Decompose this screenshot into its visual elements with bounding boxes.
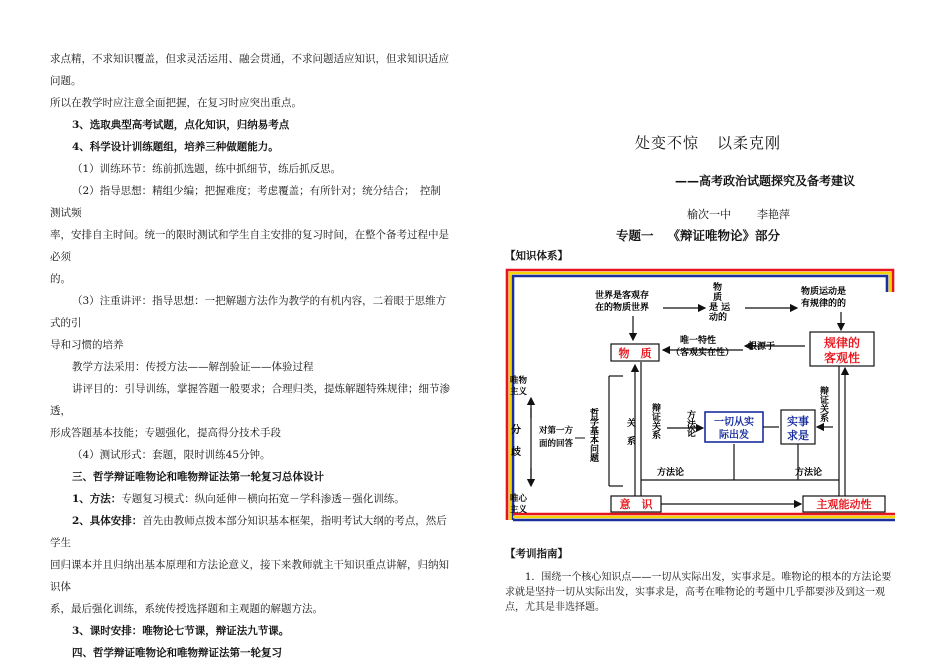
relation-label: 关 系 [625, 418, 635, 445]
methodology-vertical: 方法论 [685, 410, 695, 437]
rooted-in: 根源于 [748, 342, 776, 352]
motion-text-4: 动的 [709, 313, 728, 323]
answer-1: 对第一方 [539, 426, 574, 436]
section-knowledge: 【知识体系】 [505, 250, 568, 262]
topic-name: 《辩证唯物论》部分 [667, 228, 781, 243]
methodology-left: 方法论 [657, 468, 685, 478]
author-name: 李艳萍 [757, 208, 790, 221]
seek-truth-1: 实事 [787, 415, 809, 428]
motion-text-1: 物 [713, 283, 723, 293]
author-line [687, 206, 790, 222]
paragraph: 所以在教学时应注意全面把握，在复习时应突出重点。 [50, 97, 302, 109]
methodology-right: 方法论 [795, 468, 823, 478]
subjective-label: 主观能动性 [816, 498, 872, 511]
paragraph: 教学方法采用：传授方法——解剖验证——体验过程 [72, 361, 314, 373]
idealism-1: 唯心 [510, 494, 528, 504]
school: 榆次一中 [687, 208, 731, 221]
paragraph: （1）训练环节：练前抓选题，练中抓细节，练后抓反思。 [72, 163, 342, 175]
answer-2: 面的回答 [539, 439, 574, 449]
law-objectivity-1: 规律的 [823, 336, 861, 350]
section-guide: 【考训指南】 [505, 548, 568, 560]
subtitle: ——高考政治试题探究及备考建议 [675, 174, 856, 188]
guide-paragraph: 1．围绕一个核心知识点——一切从实际出发，实事求是。唯物论的根本的方法论要求就是坚持一切从实际出发，实事求是，高考在唯物论的考题中几乎都要涉及到这一观点，尤其是非选择题。 [505, 572, 892, 613]
matter-label: 物 质 [618, 347, 652, 360]
paragraph: 讲评目的：引导训练，掌握答题一般要求；合理归类，提炼解题特殊规律；细节渗透， [50, 383, 450, 417]
motion-text-3: 是 运 [709, 303, 731, 313]
heading: 3、选取典型高考试题，点化知识，归纳易考点 [72, 119, 290, 131]
idealism-2: 主义 [510, 505, 528, 515]
heading: 3、课时安排：唯物论七节课，辩证法九节课。 [72, 625, 290, 637]
materialism-1: 唯物 [510, 376, 528, 386]
title-part-b: 以柔克刚 [717, 134, 782, 152]
from-reality-1: 一切从实 [714, 417, 754, 428]
dialectic-right: 辩证关系 [818, 386, 828, 422]
world-text-1: 世界是客观存 [595, 291, 650, 301]
consciousness-label: 意 识 [619, 498, 653, 511]
paragraph: （4）测试形式：套题，限时训练45分钟。 [72, 449, 271, 461]
law-text-1: 物质运动是 [801, 287, 847, 297]
text: 首先由教师点拨本部分知识基本框架，指明考试大纲的考点，然后学生 [50, 515, 447, 549]
materialism-2: 主义 [510, 387, 528, 397]
motion-text-2: 质 [713, 293, 723, 303]
heading: 4、科学设计训练题组，培养三种做题能力。 [72, 141, 279, 153]
paragraph: 导和习惯的培养 [50, 339, 124, 351]
law-text-2: 有规律的的 [801, 299, 847, 309]
dialectic-left: 辩证关系 [650, 403, 660, 439]
page-title [635, 132, 781, 153]
paragraph [50, 510, 450, 554]
basic-question: 哲学基本问题 [588, 408, 598, 462]
text: 专题复习模式：纵向延伸－横向拓宽－学科渗透－强化训练。 [121, 493, 405, 505]
heading: 三、哲学辩证唯物论和唯物辩证法第一轮复习总体设计 [72, 471, 324, 483]
split-2: 歧 [511, 447, 521, 458]
heading: 四、哲学辩证唯物论和唯物辩证法第一轮复习 [72, 647, 282, 659]
world-text-2: 在的物质世界 [595, 303, 650, 313]
paragraph: 率，安排自主时间。统一的限时测试和学生自主安排的复习时间，在整个备考过程中是必须 [50, 229, 449, 263]
paragraph [50, 488, 450, 510]
paragraph: 形成答题基本技能；专题强化，提高得分技术手段 [50, 427, 281, 439]
paragraph: （3）注重讲评：指导思想：一把解题方法作为教学的有机内容，二着眼于思维方式的引 [50, 295, 447, 329]
law-objectivity-2: 客观性 [823, 351, 861, 365]
title-part-a: 处变不惊 [635, 134, 700, 152]
topic-number: 专题一 [616, 228, 654, 243]
left-column [50, 48, 450, 664]
paragraph: 的。 [50, 273, 71, 285]
paragraph: 回归课本并且归纳出基本原理和方法论意义，接下来教师就主干知识重点讲解，归纳知识体 [50, 559, 449, 593]
topic-heading [616, 226, 780, 244]
paragraph: 求点精，不求知识覆盖，但求灵活运用、融会贯通，不求问题适应知识，但求知识适应问题。 [50, 53, 449, 87]
seek-truth-2: 求是 [787, 429, 809, 442]
objective-reality: （客观实在性） [671, 348, 735, 358]
from-reality-2: 际出发 [719, 430, 749, 441]
split-1: 分 [511, 425, 521, 436]
label: 1、方法： [72, 493, 122, 505]
knowledge-diagram [505, 268, 900, 528]
label: 2、具体安排： [72, 515, 143, 527]
paragraph: 系，最后强化训练，系统传授选择题和主观题的解题方法。 [50, 603, 323, 615]
paragraph: （2）指导思想：精组少编；把握难度；考虑覆盖；有所针对；统分结合； 控制测试频 [50, 185, 441, 219]
only-property: 唯一特性 [680, 336, 717, 346]
